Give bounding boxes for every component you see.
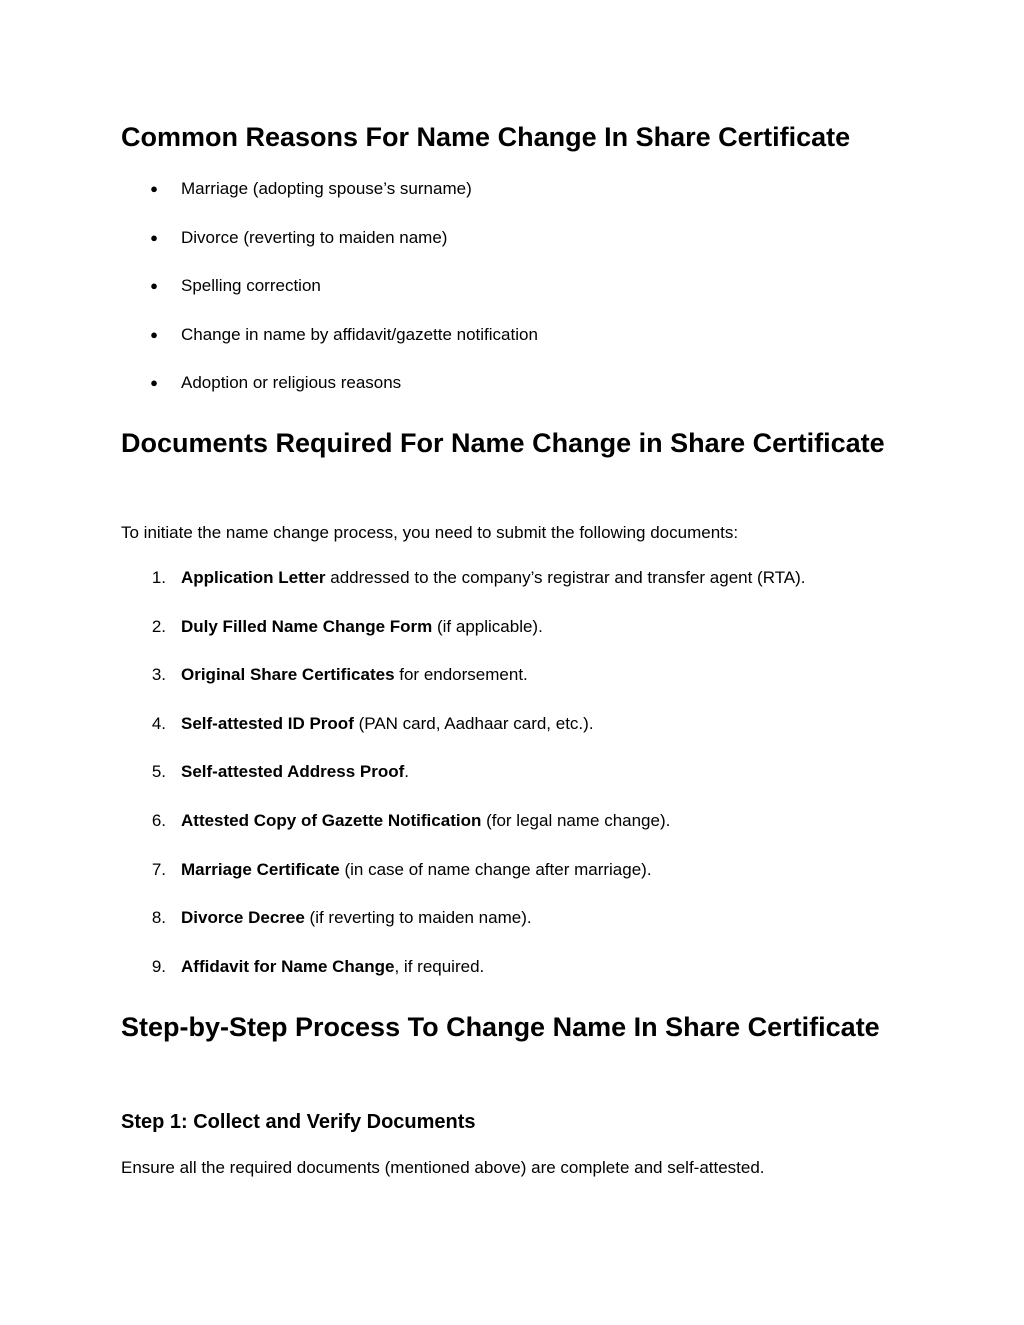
- document-name: Divorce Decree: [181, 908, 305, 927]
- bullet-icon: ●: [150, 327, 158, 342]
- list-item: [121, 859, 911, 881]
- list-item: [121, 810, 911, 832]
- bullet-icon: ●: [150, 181, 158, 196]
- bullet-icon: ●: [150, 230, 158, 245]
- document-name: Application Letter: [181, 568, 326, 587]
- heading-documents-required: Documents Required For Name Change in Share Certificate: [121, 428, 885, 458]
- document-note: for endorsement.: [394, 665, 528, 684]
- list-item: [121, 664, 911, 686]
- list-item: [121, 616, 911, 638]
- list-item: [121, 178, 911, 200]
- list-number: 2.: [151, 617, 166, 636]
- document-note: (if applicable).: [432, 617, 543, 636]
- heading-step-by-step: Step-by-Step Process To Change Name In Share Certificate: [121, 1012, 880, 1042]
- list-item-text: Change in name by affidavit/gazette notification: [181, 325, 538, 344]
- document-note: (for legal name change).: [481, 811, 671, 830]
- step-1-text: Ensure all the required documents (mentioned above) are complete and self-attested.: [121, 1158, 765, 1177]
- list-item: [121, 761, 911, 783]
- document-note: (in case of name change after marriage).: [339, 860, 652, 879]
- document-name: Marriage Certificate: [181, 860, 340, 879]
- list-number: 6.: [151, 811, 166, 830]
- heading-common-reasons: Common Reasons For Name Change In Share Certificate: [121, 122, 851, 152]
- list-item: [121, 713, 911, 735]
- document-note: addressed to the company’s registrar and transfer agent (RTA).: [325, 568, 806, 587]
- list-item-text: Spelling correction: [181, 276, 321, 295]
- list-item: [121, 567, 911, 589]
- list-item: [121, 956, 911, 978]
- list-item: [121, 324, 911, 346]
- list-number: 5.: [151, 762, 166, 781]
- document-note: (PAN card, Aadhaar card, etc.).: [353, 714, 594, 733]
- bullet-icon: ●: [150, 278, 158, 293]
- document-note: , if required.: [394, 957, 485, 976]
- document-name: Affidavit for Name Change: [181, 957, 395, 976]
- bullet-icon: ●: [150, 375, 158, 390]
- list-number: 3.: [151, 665, 166, 684]
- document-name: Attested Copy of Gazette Notification: [181, 811, 482, 830]
- list-item: [121, 372, 911, 394]
- list-item-text: Adoption or religious reasons: [181, 373, 402, 392]
- documents-intro-text: To initiate the name change process, you need to submit the following documents:: [121, 523, 739, 542]
- document-note: .: [404, 762, 409, 781]
- list-number: 8.: [151, 908, 166, 927]
- list-number: 7.: [151, 860, 166, 879]
- list-item-text: Marriage (adopting spouse’s surname): [181, 179, 472, 198]
- document-name: Self-attested Address Proof: [181, 762, 405, 781]
- heading-step-1: Step 1: Collect and Verify Documents: [121, 1111, 476, 1133]
- document-name: Duly Filled Name Change Form: [181, 617, 433, 636]
- list-item: [121, 907, 911, 929]
- document-note: (if reverting to maiden name).: [304, 908, 532, 927]
- list-item: [121, 227, 911, 249]
- list-number: 1.: [151, 568, 166, 587]
- list-item-text: Divorce (reverting to maiden name): [181, 228, 448, 247]
- list-number: 9.: [151, 957, 166, 976]
- list-number: 4.: [151, 714, 166, 733]
- list-item: [121, 275, 911, 297]
- document-name: Original Share Certificates: [181, 665, 395, 684]
- document-name: Self-attested ID Proof: [181, 714, 354, 733]
